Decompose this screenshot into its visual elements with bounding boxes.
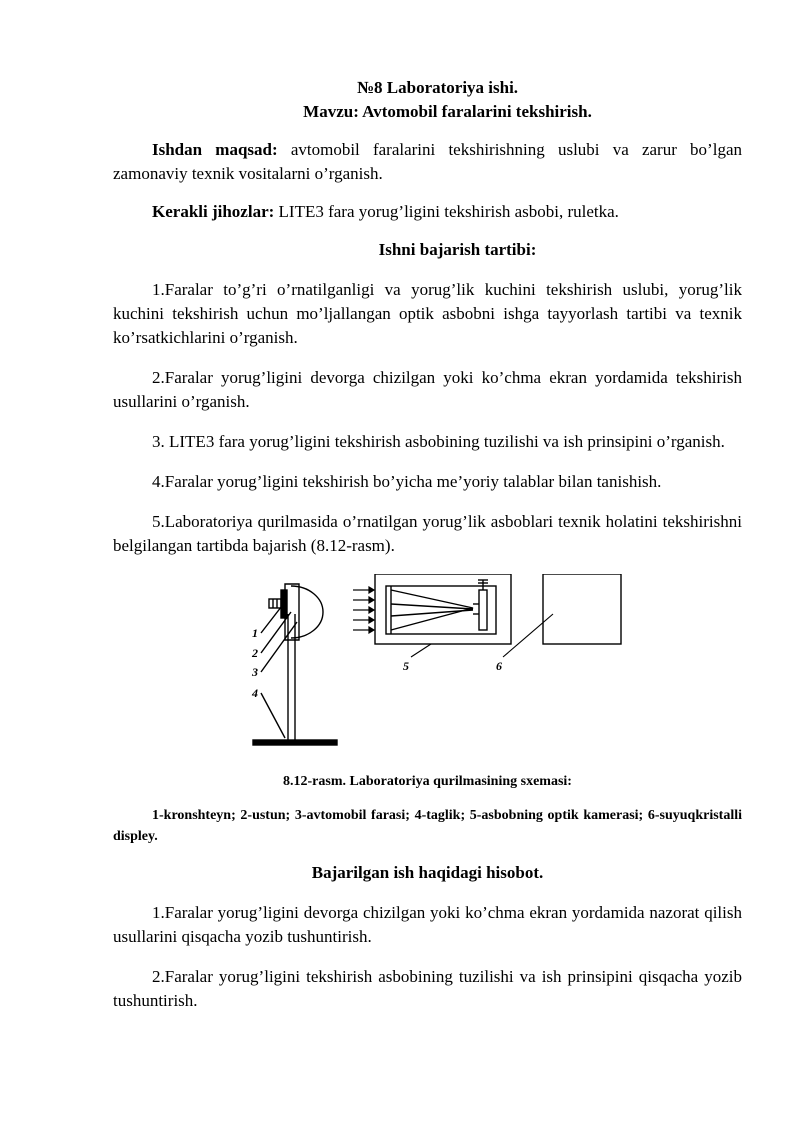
equipment-label: Kerakli jihozlar:: [152, 202, 275, 221]
goal-paragraph: [113, 138, 742, 186]
report-item-1: 1.Faralar yorug’ligini devorga chizilgan yoki ko’chma ekran yordamida nazorat qilish usullarini qisqacha yozib tushuntirish.: [113, 903, 742, 946]
headlight-dome: [291, 586, 323, 638]
figure-label-2: 2: [252, 646, 258, 660]
figure-label-4: 4: [252, 686, 258, 700]
document-page: [113, 76, 742, 1013]
procedure-heading: Ishni bajarish tartibi:: [378, 240, 537, 259]
light-arrows: [353, 587, 374, 633]
equipment-paragraph: [113, 200, 742, 224]
base-plate: [253, 740, 337, 745]
lab-setup-diagram: [113, 574, 742, 758]
figure-label-1: 1: [252, 626, 258, 640]
lcd-display: [543, 574, 621, 644]
report-item-2: 2.Faralar yorug’ligini tekshirish asbobining tuzilishi va ish prinsipini qisqacha yozib tushuntirish.: [113, 967, 742, 1010]
goal-text: avtomobil faralarini tekshirishning uslubi va zarur bo’lgan zamonaviy texnik vositalarni o’rganish.: [113, 140, 742, 183]
report-heading: Bajarilgan ish haqidagi hisobot.: [311, 863, 544, 882]
optical-camera: [375, 574, 511, 644]
figure-legend: 1-kronshteyn; 2-ustun; 3-avtomobil farasi; 4-taglik; 5-asbobning optik kamerasi; 6-suyuqkristalli displey.: [113, 808, 742, 844]
topic-title: Mavzu: Avtomobil faralarini tekshirish.: [303, 102, 592, 121]
lab-setup-figure: [113, 574, 742, 758]
procedure-item-2: 2.Faralar yorug’ligini devorga chizilgan yoki ko’chma ekran yordamida tekshirish usullarini o’rganish.: [113, 368, 742, 411]
figure-caption: 8.12-rasm. Laboratoriya qurilmasining sxemasi:: [283, 774, 572, 789]
procedure-item-3: 3. LITE3 fara yorug’ligini tekshirish asbobining tuzilishi va ish prinsipini o’rganish.: [152, 432, 725, 451]
procedure-item-4: 4.Faralar yorug’ligini tekshirish bo’yicha me’yoriy talablar bilan tanishish.: [152, 472, 662, 491]
figure-label-5: 5: [403, 659, 409, 673]
figure-label-3: 3: [252, 665, 258, 679]
procedure-item-5: 5.Laboratoriya qurilmasida o’rnatilgan yorug’lik asboblari texnik holatini tekshirishni belgilangan tartibda bajarish (8.12-rasm).: [113, 512, 742, 555]
lab-number-title: №8 Laboratoriya ishi.: [356, 78, 519, 97]
goal-label: Ishdan maqsad:: [152, 140, 278, 159]
equipment-text: LITE3 fara yorug’ligini tekshirish asbobi, ruletka.: [274, 202, 619, 221]
figure-label-6: 6: [496, 659, 502, 673]
procedure-item-1: 1.Faralar to’g’ri o’rnatilganligi va yorug’lik kuchini tekshirish uslubi, yorug’lik kuchini tekshirish uchun mo’ljallangan optik asbobni ishga tayyorlash tartibi va texnik ko’rsatkichlarini o’rganish.: [113, 280, 742, 347]
headlight-stand: [253, 584, 337, 745]
